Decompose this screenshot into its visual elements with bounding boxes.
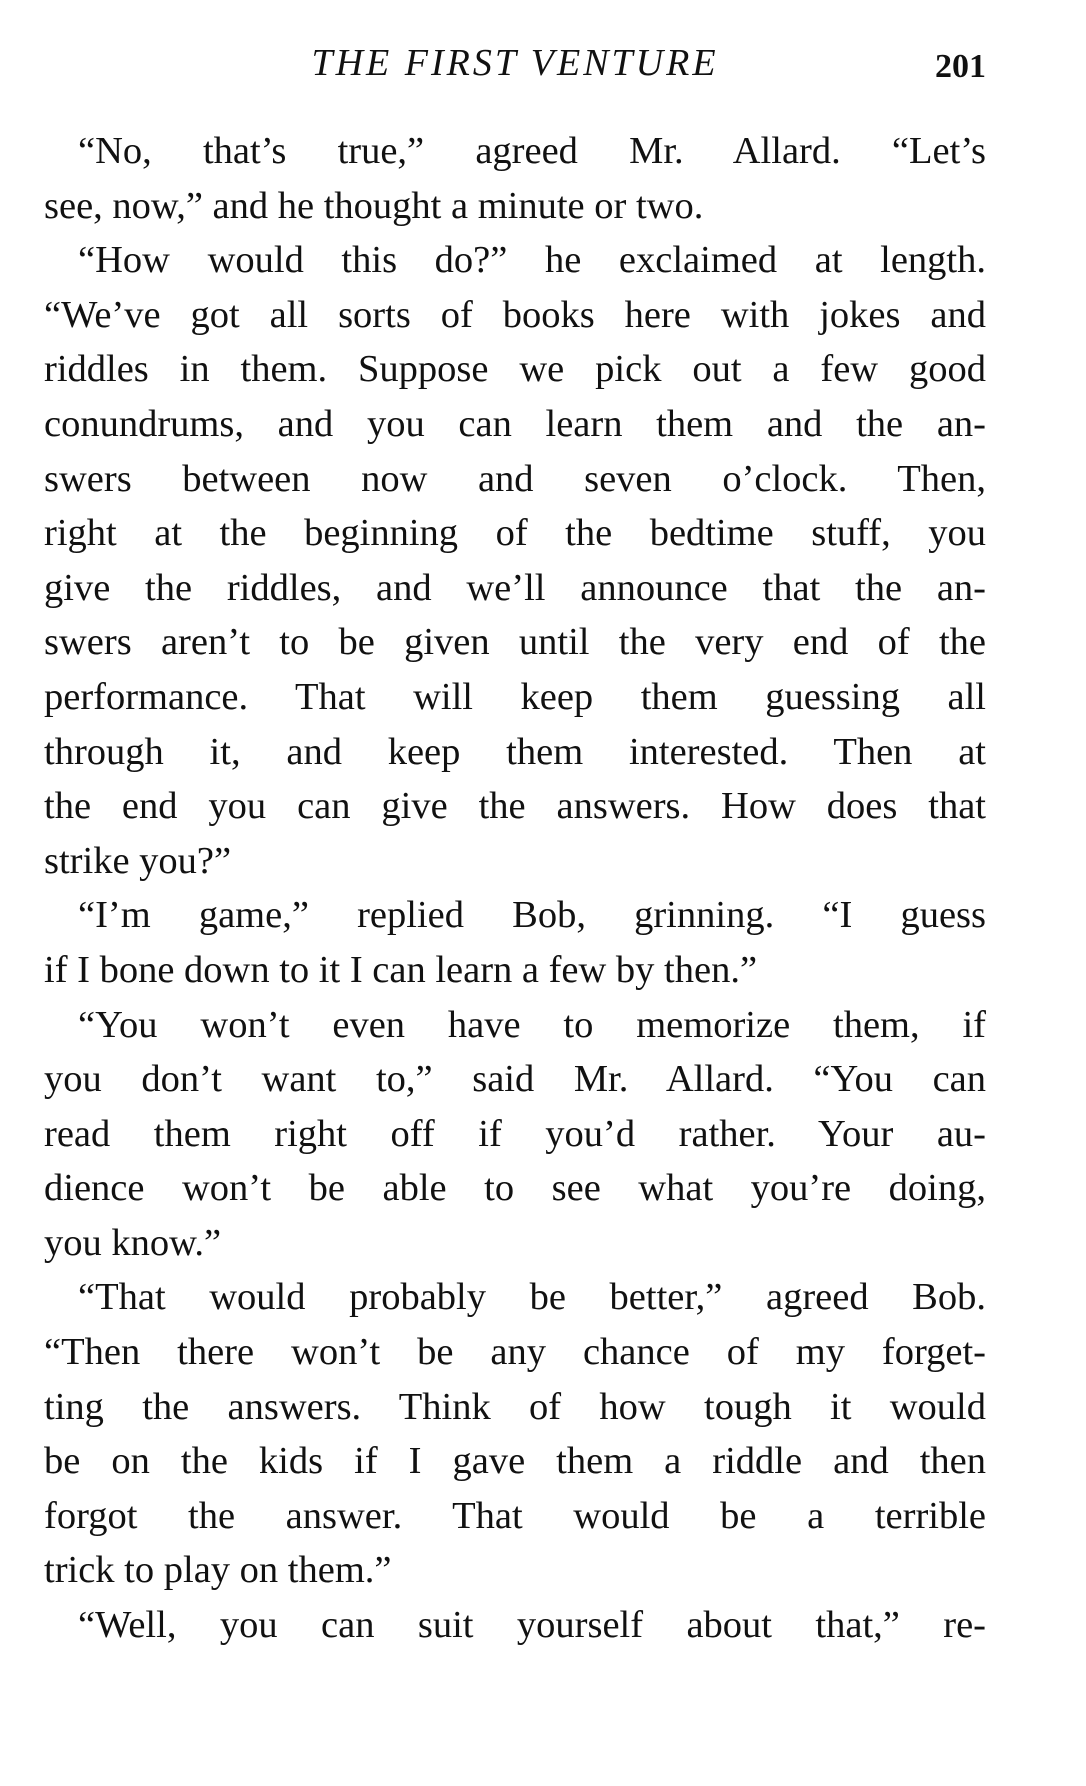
text-line: “That would probably be better,” agreed Bob. — [78, 1276, 986, 1319]
text-line: ting the answers. Think of how tough it would — [44, 1385, 986, 1428]
running-title: THE FIRST VENTURE — [311, 42, 719, 84]
text-line: “Well, you can suit yourself about that,” re- — [78, 1604, 986, 1647]
text-line: read them right off if you’d rather. Your au- — [44, 1112, 986, 1155]
text-line: riddles in them. Suppose we pick out a few good — [44, 348, 986, 391]
text-line: “Then there won’t be any chance of my forget- — [44, 1331, 986, 1374]
text-line: performance. That will keep them guessing all — [44, 675, 986, 718]
text-line: through it, and keep them interested. Then at — [44, 730, 986, 773]
text-line: you don’t want to,” said Mr. Allard. “You can — [44, 1058, 986, 1101]
text-line: right at the beginning of the bedtime stuff, you — [44, 512, 986, 555]
text-line: strike you?” — [44, 839, 232, 882]
text-line: swers aren’t to be given until the very end of the — [44, 621, 986, 664]
text-line: see, now,” and he thought a minute or two. — [44, 184, 704, 227]
text-line: conundrums, and you can learn them and the an- — [44, 402, 986, 445]
page-number: 201 — [935, 48, 986, 85]
text-line: dience won’t be able to see what you’re doing, — [44, 1167, 986, 1210]
text-line: be on the kids if I gave them a riddle and then — [44, 1440, 986, 1483]
text-line: “You won’t even have to memorize them, if — [78, 1003, 986, 1046]
text-line: if I bone down to it I can learn a few by then.” — [44, 948, 758, 991]
text-line: you know.” — [44, 1221, 222, 1264]
text-line: forgot the answer. That would be a terrible — [44, 1494, 986, 1537]
text-line: “How would this do?” he exclaimed at length. — [78, 239, 986, 282]
text-line: give the riddles, and we’ll announce that the an- — [44, 566, 986, 609]
text-line: swers between now and seven o’clock. Then, — [44, 457, 986, 500]
text-line: “No, that’s true,” agreed Mr. Allard. “Let’s — [78, 130, 986, 172]
text-line: trick to play on them.” — [44, 1549, 392, 1592]
text-line: the end you can give the answers. How does that — [44, 785, 986, 828]
running-header — [44, 38, 986, 88]
text-line: “We’ve got all sorts of books here with jokes and — [44, 293, 986, 336]
body-text — [44, 124, 986, 1653]
text-line: “I’m game,” replied Bob, grinning. “I guess — [78, 894, 986, 937]
